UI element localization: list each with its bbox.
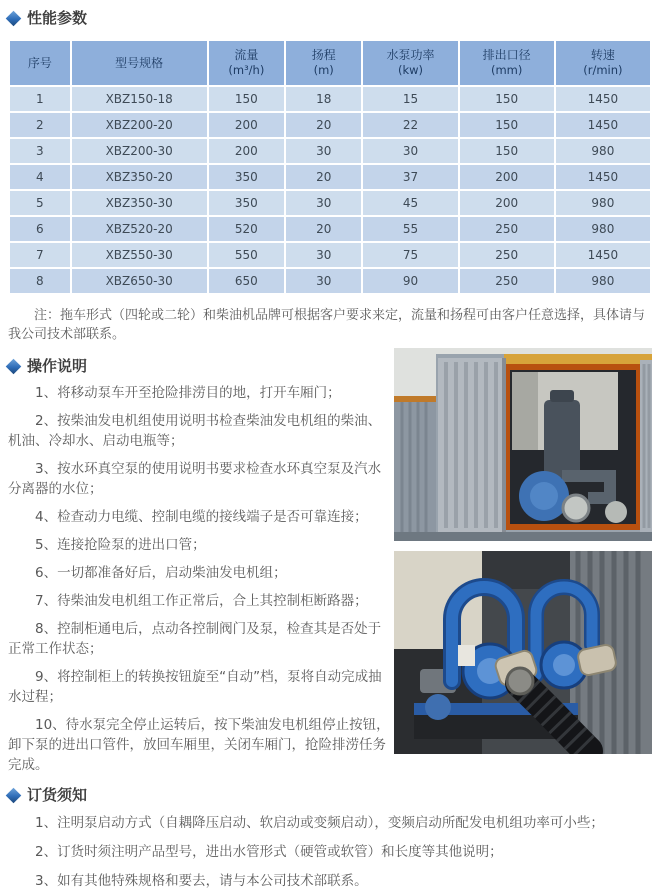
- table-cell: XBZ150-18: [72, 87, 207, 111]
- performance-table-body: [10, 87, 650, 293]
- col-header-index: 序号: [10, 41, 70, 85]
- list-item: 8、控制柜通电后，点动各控制阀门及泵，检查其是否处于正常工作状态；: [8, 621, 382, 657]
- table-cell: 150: [209, 87, 284, 111]
- table-header-row: [10, 41, 650, 85]
- list-item: 5、连接抢险泵的进出口管；: [35, 537, 206, 553]
- table-cell: 200: [460, 165, 554, 189]
- photo-column: [394, 348, 652, 783]
- table-cell: 6: [10, 217, 70, 241]
- table-cell: 1450: [556, 165, 650, 189]
- operation-heading-text: 操作说明: [27, 357, 88, 375]
- table-cell: 18: [286, 87, 361, 111]
- table-cell: 4: [10, 165, 70, 189]
- table-cell: 200: [209, 113, 284, 137]
- table-cell: 520: [209, 217, 284, 241]
- table-cell: XBZ350-30: [72, 191, 207, 215]
- container-pump-photo: [394, 348, 652, 541]
- table-cell: 1450: [556, 87, 650, 111]
- ordering-notes: [8, 813, 652, 891]
- operation-heading: [8, 356, 390, 376]
- list-item: 4、检查动力电缆、控制电缆的接线端子是否可靠连接；: [35, 509, 368, 525]
- col-header-flow: 流量 (m³/h): [209, 41, 284, 85]
- list-item: 3、如有其他特殊规格和要去，请与本公司技术部联系。: [35, 873, 368, 889]
- ordering-section: [8, 785, 652, 891]
- table-cell: 22: [363, 113, 457, 137]
- col-header-power: 水泵功率 (kw): [363, 41, 457, 85]
- list-item: 2、按柴油发电机组使用说明书检查柴油发电机组的柴油、机油、冷却水、启动电瓶等；: [8, 413, 382, 449]
- table-cell: XBZ200-20: [72, 113, 207, 137]
- performance-heading-text: 性能参数: [27, 9, 88, 27]
- list-item: 1、注明泵启动方式（自耦降压启动、软启动或变频启动），变频启动所配发电机组功率可小些；: [35, 815, 604, 831]
- table-row: [10, 243, 650, 267]
- table-cell: 3: [10, 139, 70, 163]
- list-item: 2、订货时须注明产品型号，进出水管形式（硬管或软管）和长度等其他说明；: [35, 844, 503, 860]
- table-cell: 20: [286, 113, 361, 137]
- table-cell: 30: [286, 243, 361, 267]
- table-cell: 30: [286, 269, 361, 293]
- col-header-speed: 转速 (r/min): [556, 41, 650, 85]
- diamond-bullet-icon: [6, 358, 22, 374]
- table-cell: XBZ650-30: [72, 269, 207, 293]
- table-cell: 20: [286, 217, 361, 241]
- table-cell: 350: [209, 191, 284, 215]
- list-item: 10、待水泵完全停止运转后，按下柴油发电机组停止按钮，卸下泵的进出口管件，放回车厢里，关闭车厢门，抢险排涝任务完成。: [8, 717, 390, 773]
- table-row: [10, 87, 650, 111]
- table-cell: XBZ550-30: [72, 243, 207, 267]
- table-cell: XBZ200-30: [72, 139, 207, 163]
- list-item: 3、按水环真空泵的使用说明书要求检查水环真空泵及汽水分离器的水位；: [8, 461, 382, 497]
- table-cell: 250: [460, 243, 554, 267]
- table-cell: 650: [209, 269, 284, 293]
- table-cell: 90: [363, 269, 457, 293]
- table-cell: 1450: [556, 243, 650, 267]
- table-cell: 1: [10, 87, 70, 111]
- table-row: [10, 165, 650, 189]
- table-cell: 980: [556, 139, 650, 163]
- table-cell: 55: [363, 217, 457, 241]
- table-cell: 8: [10, 269, 70, 293]
- table-cell: 200: [460, 191, 554, 215]
- table-cell: 7: [10, 243, 70, 267]
- table-cell: 980: [556, 217, 650, 241]
- table-row: [10, 269, 650, 293]
- table-cell: 30: [363, 139, 457, 163]
- performance-table: [8, 39, 652, 295]
- table-cell: 75: [363, 243, 457, 267]
- ordering-heading-text: 订货须知: [27, 786, 88, 804]
- col-header-head: 扬程 (m): [286, 41, 361, 85]
- table-cell: 150: [460, 113, 554, 137]
- col-header-outlet: 排出口径 (mm): [460, 41, 554, 85]
- operation-zone: [8, 356, 652, 783]
- operation-steps: [8, 383, 390, 775]
- table-cell: 2: [10, 113, 70, 137]
- performance-heading: [8, 8, 652, 28]
- table-cell: 45: [363, 191, 457, 215]
- list-item: 6、一切都准备好后，启动柴油发电机组；: [35, 565, 287, 581]
- col-header-model: 型号规格: [72, 41, 207, 85]
- list-item: 1、将移动泵车开至抢险排涝目的地，打开车厢门；: [35, 385, 341, 401]
- table-row: [10, 191, 650, 215]
- table-cell: 550: [209, 243, 284, 267]
- table-row: [10, 139, 650, 163]
- ordering-heading: [8, 785, 652, 805]
- table-cell: 150: [460, 139, 554, 163]
- table-cell: 200: [209, 139, 284, 163]
- table-cell: XBZ350-20: [72, 165, 207, 189]
- list-item: 9、将控制柜上的转换按钮旋至“自动”档，泵将自动完成抽水过程；: [8, 669, 382, 705]
- table-cell: 20: [286, 165, 361, 189]
- diamond-bullet-icon: [6, 10, 22, 26]
- operation-text-column: [8, 356, 390, 783]
- table-cell: 980: [556, 269, 650, 293]
- list-item: 7、待柴油发电机组工作正常后，合上其控制柜断路器；: [35, 593, 368, 609]
- table-cell: 980: [556, 191, 650, 215]
- table-cell: 30: [286, 191, 361, 215]
- table-row: [10, 217, 650, 241]
- table-cell: 250: [460, 269, 554, 293]
- performance-section: [8, 8, 652, 344]
- table-cell: 30: [286, 139, 361, 163]
- table-cell: 37: [363, 165, 457, 189]
- table-cell: 1450: [556, 113, 650, 137]
- diamond-bullet-icon: [6, 787, 22, 803]
- table-cell: 5: [10, 191, 70, 215]
- table-cell: XBZ520-20: [72, 217, 207, 241]
- table-row: [10, 113, 650, 137]
- table-cell: 350: [209, 165, 284, 189]
- table-note: 注：拖车形式（四轮或二轮）和柴油机品牌可根据客户要求来定，流量和扬程可由客户任意选择，具体请与我公司技术部联系。: [8, 308, 646, 342]
- table-cell: 150: [460, 87, 554, 111]
- table-cell: 15: [363, 87, 457, 111]
- table-cell: 250: [460, 217, 554, 241]
- pump-closeup-photo: [394, 551, 652, 754]
